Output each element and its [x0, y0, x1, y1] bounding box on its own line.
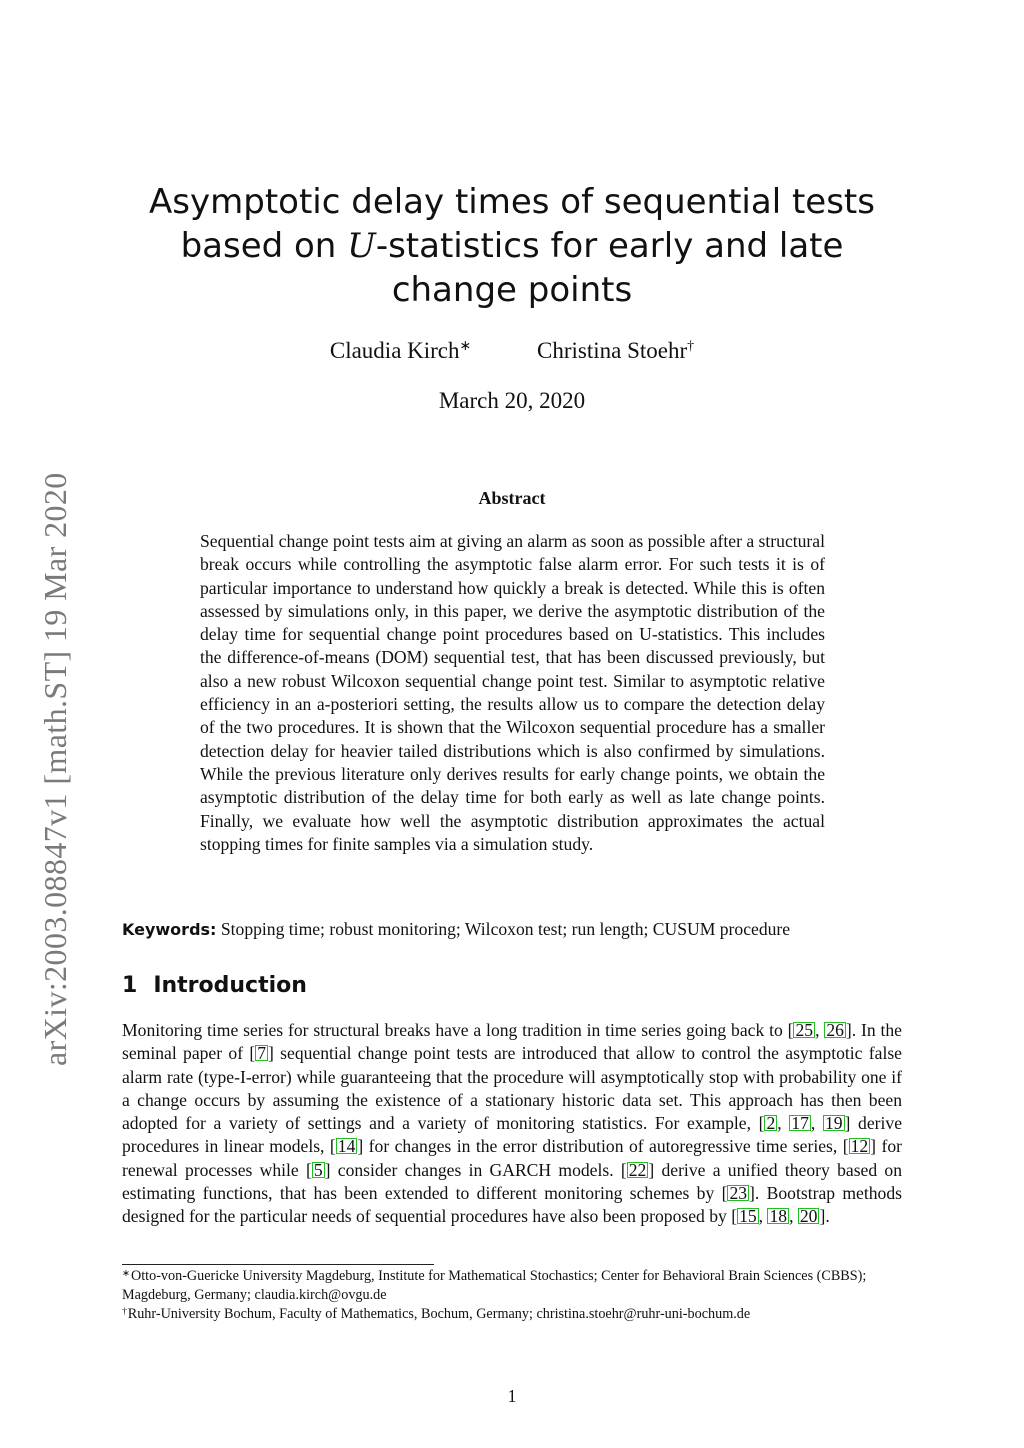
text-run: consider changes in GARCH models. [330, 1159, 621, 1180]
title-line-3: change points [391, 270, 633, 310]
citation-link[interactable]: 15 [739, 1206, 757, 1227]
footnote-kirch-affiliation [122, 1267, 902, 1305]
footnote-stoehr-affiliation [122, 1305, 902, 1324]
text-run: . In the seminal paper of [122, 1020, 902, 1064]
text-run: . Bootstrap methods designed for the particular needs of sequential procedures have also been proposed by [122, 1183, 902, 1227]
abstract-text: Sequential change point tests aim at giving an alarm as soon as possible after a structural break occurs while controlling the asymptotic false alarm error. For such tests it is of particular importance to understand how quickly a break is detected. While this is often assessed by simulations only, in this paper, we derive the asymptotic distribution of the delay time for sequential change point procedures based on U-statistics. This includes the difference-of-means (DOM) sequential test, that has been discussed previously, but also a new robust Wilcoxon sequential change point test. Similar to asymptotic relative efficiency in an a-posteriori setting, the results allow us to compare the detection delay of the two procedures. It is shown that the Wilcoxon sequential procedure has a smaller detection delay for heavier tailed distributions which is also confirmed by simulations. While the previous literature only derives results for early change points, we obtain the asymptotic distribution of the delay time for both early as well as late change points. Finally, we evaluate how well the asymptotic distribution approximates the actual stopping times for finite samples via a simulation study. [200, 531, 825, 854]
abstract-heading: Abstract [478, 488, 546, 508]
citation-link[interactable]: 2 [766, 1113, 776, 1134]
citation-link[interactable]: 5 [313, 1159, 323, 1180]
citation-link[interactable]: 14 [337, 1136, 356, 1157]
text-run: . [825, 1206, 830, 1227]
title-line-2-suffix: -statistics for early and late [375, 226, 844, 266]
footnotes [122, 1267, 902, 1324]
publication-date: March 20, 2020 [438, 388, 586, 413]
page-number: 1 [507, 1386, 517, 1406]
citation-link[interactable]: 18 [769, 1206, 788, 1227]
text-run: derive procedures in linear models, [122, 1113, 903, 1157]
author-name: Christina Stoehr [537, 338, 688, 363]
paper-title [120, 180, 904, 312]
citation-link[interactable]: 17 [791, 1113, 809, 1134]
citation-link[interactable]: 25 [795, 1020, 814, 1040]
text-run: for changes in the error distribution of autoregressive time series, [363, 1136, 843, 1157]
footnote-divider [122, 1264, 434, 1265]
author-kirch [330, 336, 471, 366]
author-stoehr [537, 336, 694, 366]
citation-link[interactable]: 26 [826, 1020, 844, 1040]
keywords-text: Stopping time; robust monitoring; Wilcoxon test; run length; CUSUM procedure [220, 919, 791, 939]
text-run: for renewal processes while [122, 1136, 902, 1180]
title-line-2 [120, 224, 904, 268]
title-u-symbol: U [347, 226, 376, 266]
author-name: Claudia Kirch [329, 338, 460, 363]
citation-link[interactable]: 20 [799, 1206, 818, 1227]
text-run: Monitoring time series for structural breaks have a long tradition in time series going back to [122, 1020, 788, 1040]
footnote-text: Ruhr-University Bochum, Faculty of Mathematics, Bochum, Germany; christina.stoehr@ruhr-uni-bochum.de [127, 1306, 751, 1322]
title-line-1: Asymptotic delay times of sequential tests [149, 182, 875, 222]
citation-link[interactable]: 12 [850, 1136, 869, 1157]
citation-link[interactable]: 23 [729, 1183, 748, 1204]
citation-link[interactable]: 19 [824, 1113, 843, 1134]
section-number: 1 [122, 973, 138, 998]
citation-link[interactable]: 22 [628, 1159, 647, 1180]
citation-link[interactable]: 7 [257, 1043, 267, 1064]
section-heading-introduction [122, 970, 902, 1002]
author-footnote-mark: ∗ [459, 339, 472, 354]
arxiv-identifier-stamp: arXiv:2003.08847v1 [math.ST] 19 Mar 2020 [37, 472, 73, 1066]
footnote-mark: † [122, 1307, 127, 1317]
keywords-line [122, 918, 902, 941]
introduction-paragraph: Monitoring time series for structural breaks have a long tradition in time series going back to [ 25 , 26 ]. In the seminal paper of [ 7 ] sequential change point tests are introduced that allow to control the asymptotic false alarm rate (type-I-error) while guaranteeing that the procedure will asymptotically stop with probability one if a change occurs by assuming the existence of a stationary historic data set. This approach has then been adopted for a variety of settings and a variety of monitoring statistics. For example, [ 2 , 17 , 19 ] derive procedures in linear models, [ 14 ] for changes in the error distribution of autoregressive time series, [ 12 ] for renewal processes while [ 5 ] consider changes in GARCH models. [ 22 ] derive a unified theory based on estimating functions, that has been extended to different monitoring schemes by [ 23 ]. Bootstrap methods designed for the particular needs of sequential procedures have also been proposed by [ 15 , 18 , 20 ]. [122, 1020, 903, 1227]
author-list [120, 336, 904, 366]
keywords-label: Keywords: [122, 920, 217, 939]
footnote-mark: ∗ [122, 1269, 130, 1279]
text-run: sequential change point tests are introduced that allow to control the asymptotic false alarm rate (type-I-error) while guaranteeing that the procedure will asymptotically stop with probability one if a change occurs by assuming the existence of a stationary historic data set. This approach has then been adopted for a variety of settings and a variety of monitoring statistics. For example, [122, 1043, 902, 1134]
footnote-text: Otto-von-Guericke University Magdeburg, Institute for Mathematical Stochastics; Center for Behavioral Brain Sciences (CBBS); Magdeburg, Germany; claudia.kirch@ovgu.de [122, 1268, 867, 1303]
section-title: Introduction [153, 973, 307, 998]
text-run: derive a unified theory based on estimating functions, that has been extended to different monitoring schemes by [122, 1159, 903, 1204]
title-line-2-prefix: based on [180, 226, 348, 266]
author-footnote-mark: † [687, 339, 695, 354]
